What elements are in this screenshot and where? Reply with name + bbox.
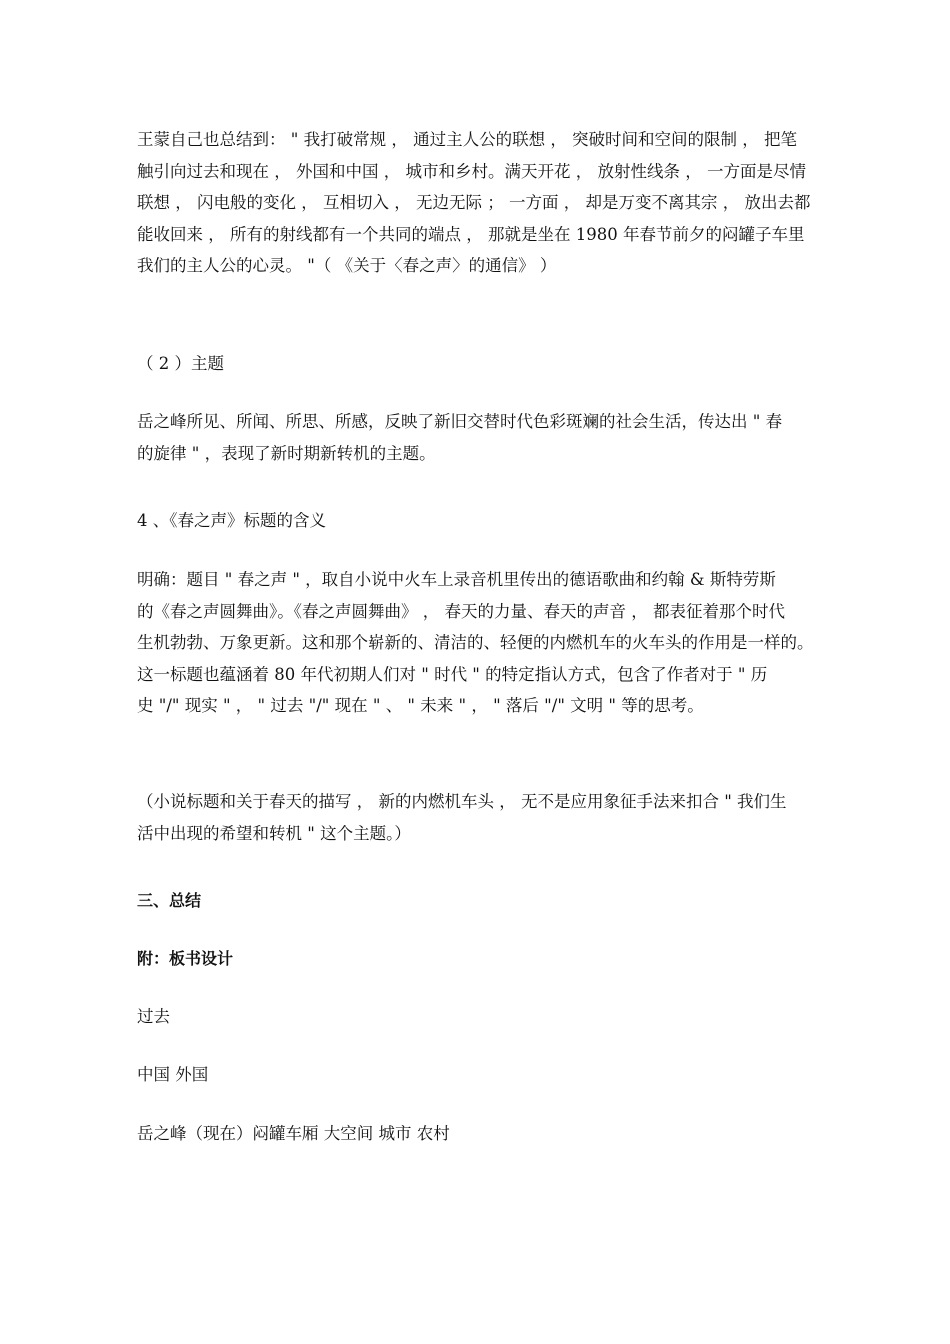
text-line: 的旋律 " ，表现了新时期新转机的主题。 <box>137 443 436 463</box>
text-line: （小说标题和关于春天的描写 ， 新的内燃机车头 ， 无不是应用象征手法来扣合 " 我们生 <box>137 792 787 811</box>
section-heading-summary <box>137 885 201 917</box>
text-line: 的《春之声圆舞曲》。《春之声圆舞曲》 ， 春天的力量、春天的声音 ， 都表征着那个时代 <box>137 601 785 621</box>
board-line-yue-zhifeng <box>137 1118 450 1150</box>
text-line: 过去 <box>137 1007 170 1026</box>
board-line-past <box>137 1001 170 1033</box>
text-line: 联想 ， 闪电般的变化 ， 互相切入 ， 无边无际 ； 一方面 ， 却是万变不离其宗 ， 放出去都 <box>137 193 811 212</box>
text-line: 活中出现的希望和转机 " 这个主题。） <box>137 823 411 843</box>
text-line: 能收回来 ， 所有的射线都有一个共同的端点 ， 那就是坐在 1980 年春节前夕的闷罐子车里 <box>137 224 805 244</box>
section-heading-theme <box>137 348 224 380</box>
text-line: 王蒙自己也总结到： " 我打破常规 ， 通过主人公的联想 ， 突破时间和空间的限制 ， 把笔 <box>137 130 798 149</box>
paragraph-theme <box>137 406 782 469</box>
text-line: 三、总结 <box>137 891 202 910</box>
text-line: 岳之峰所见、所闻、所思、所感，反映了新旧交替时代色彩斑斓的社会生活，传达出 " 春 <box>137 412 783 431</box>
paragraph-symbolism-note <box>137 786 787 849</box>
section-heading-board-design <box>137 943 233 975</box>
board-line-china-foreign <box>137 1059 208 1091</box>
text-line: 明确：题目 " 春之声 " ，取自小说中火车上录音机里传出的德语歌曲和约翰 & 斯特劳斯 <box>137 570 776 589</box>
text-line: 我们的主人公的心灵。 "（ 《关于〈春之声〉的通信》 ） <box>137 256 557 275</box>
text-line: 史 "/" 现实 " ， " 过去 "/" 现在 " 、 " 未来 " ， " 落后 "/" 文明 " 等的思考。 <box>137 696 704 715</box>
text-line: 这一标题也蕴涵着 80 年代初期人们对 " 时代 " 的特定指认方式，包含了作者对于 " 历 <box>137 664 768 684</box>
text-line: 附：板书设计 <box>137 949 234 968</box>
paragraph-title-meaning <box>137 564 814 722</box>
text-line: 触引向过去和现在 ， 外国和中国 ， 城市和乡村。满天开花 ， 放射性线条 ， 一方面是尽情 <box>137 161 806 181</box>
text-line: （ 2 ）主题 <box>137 354 224 373</box>
text-line: 4 、《春之声》标题的含义 <box>137 511 326 530</box>
text-line: 中国 外国 <box>137 1065 209 1084</box>
section-heading-title-meaning <box>137 505 326 537</box>
paragraph-wang-meng-quote <box>137 124 810 282</box>
text-line: 岳之峰（现在）闷罐车厢 大空间 城市 农村 <box>137 1124 450 1143</box>
text-line: 生机勃勃、万象更新。这和那个崭新的、清洁的、轻便的内燃机车的火车头的作用是一样的。 <box>137 633 814 652</box>
